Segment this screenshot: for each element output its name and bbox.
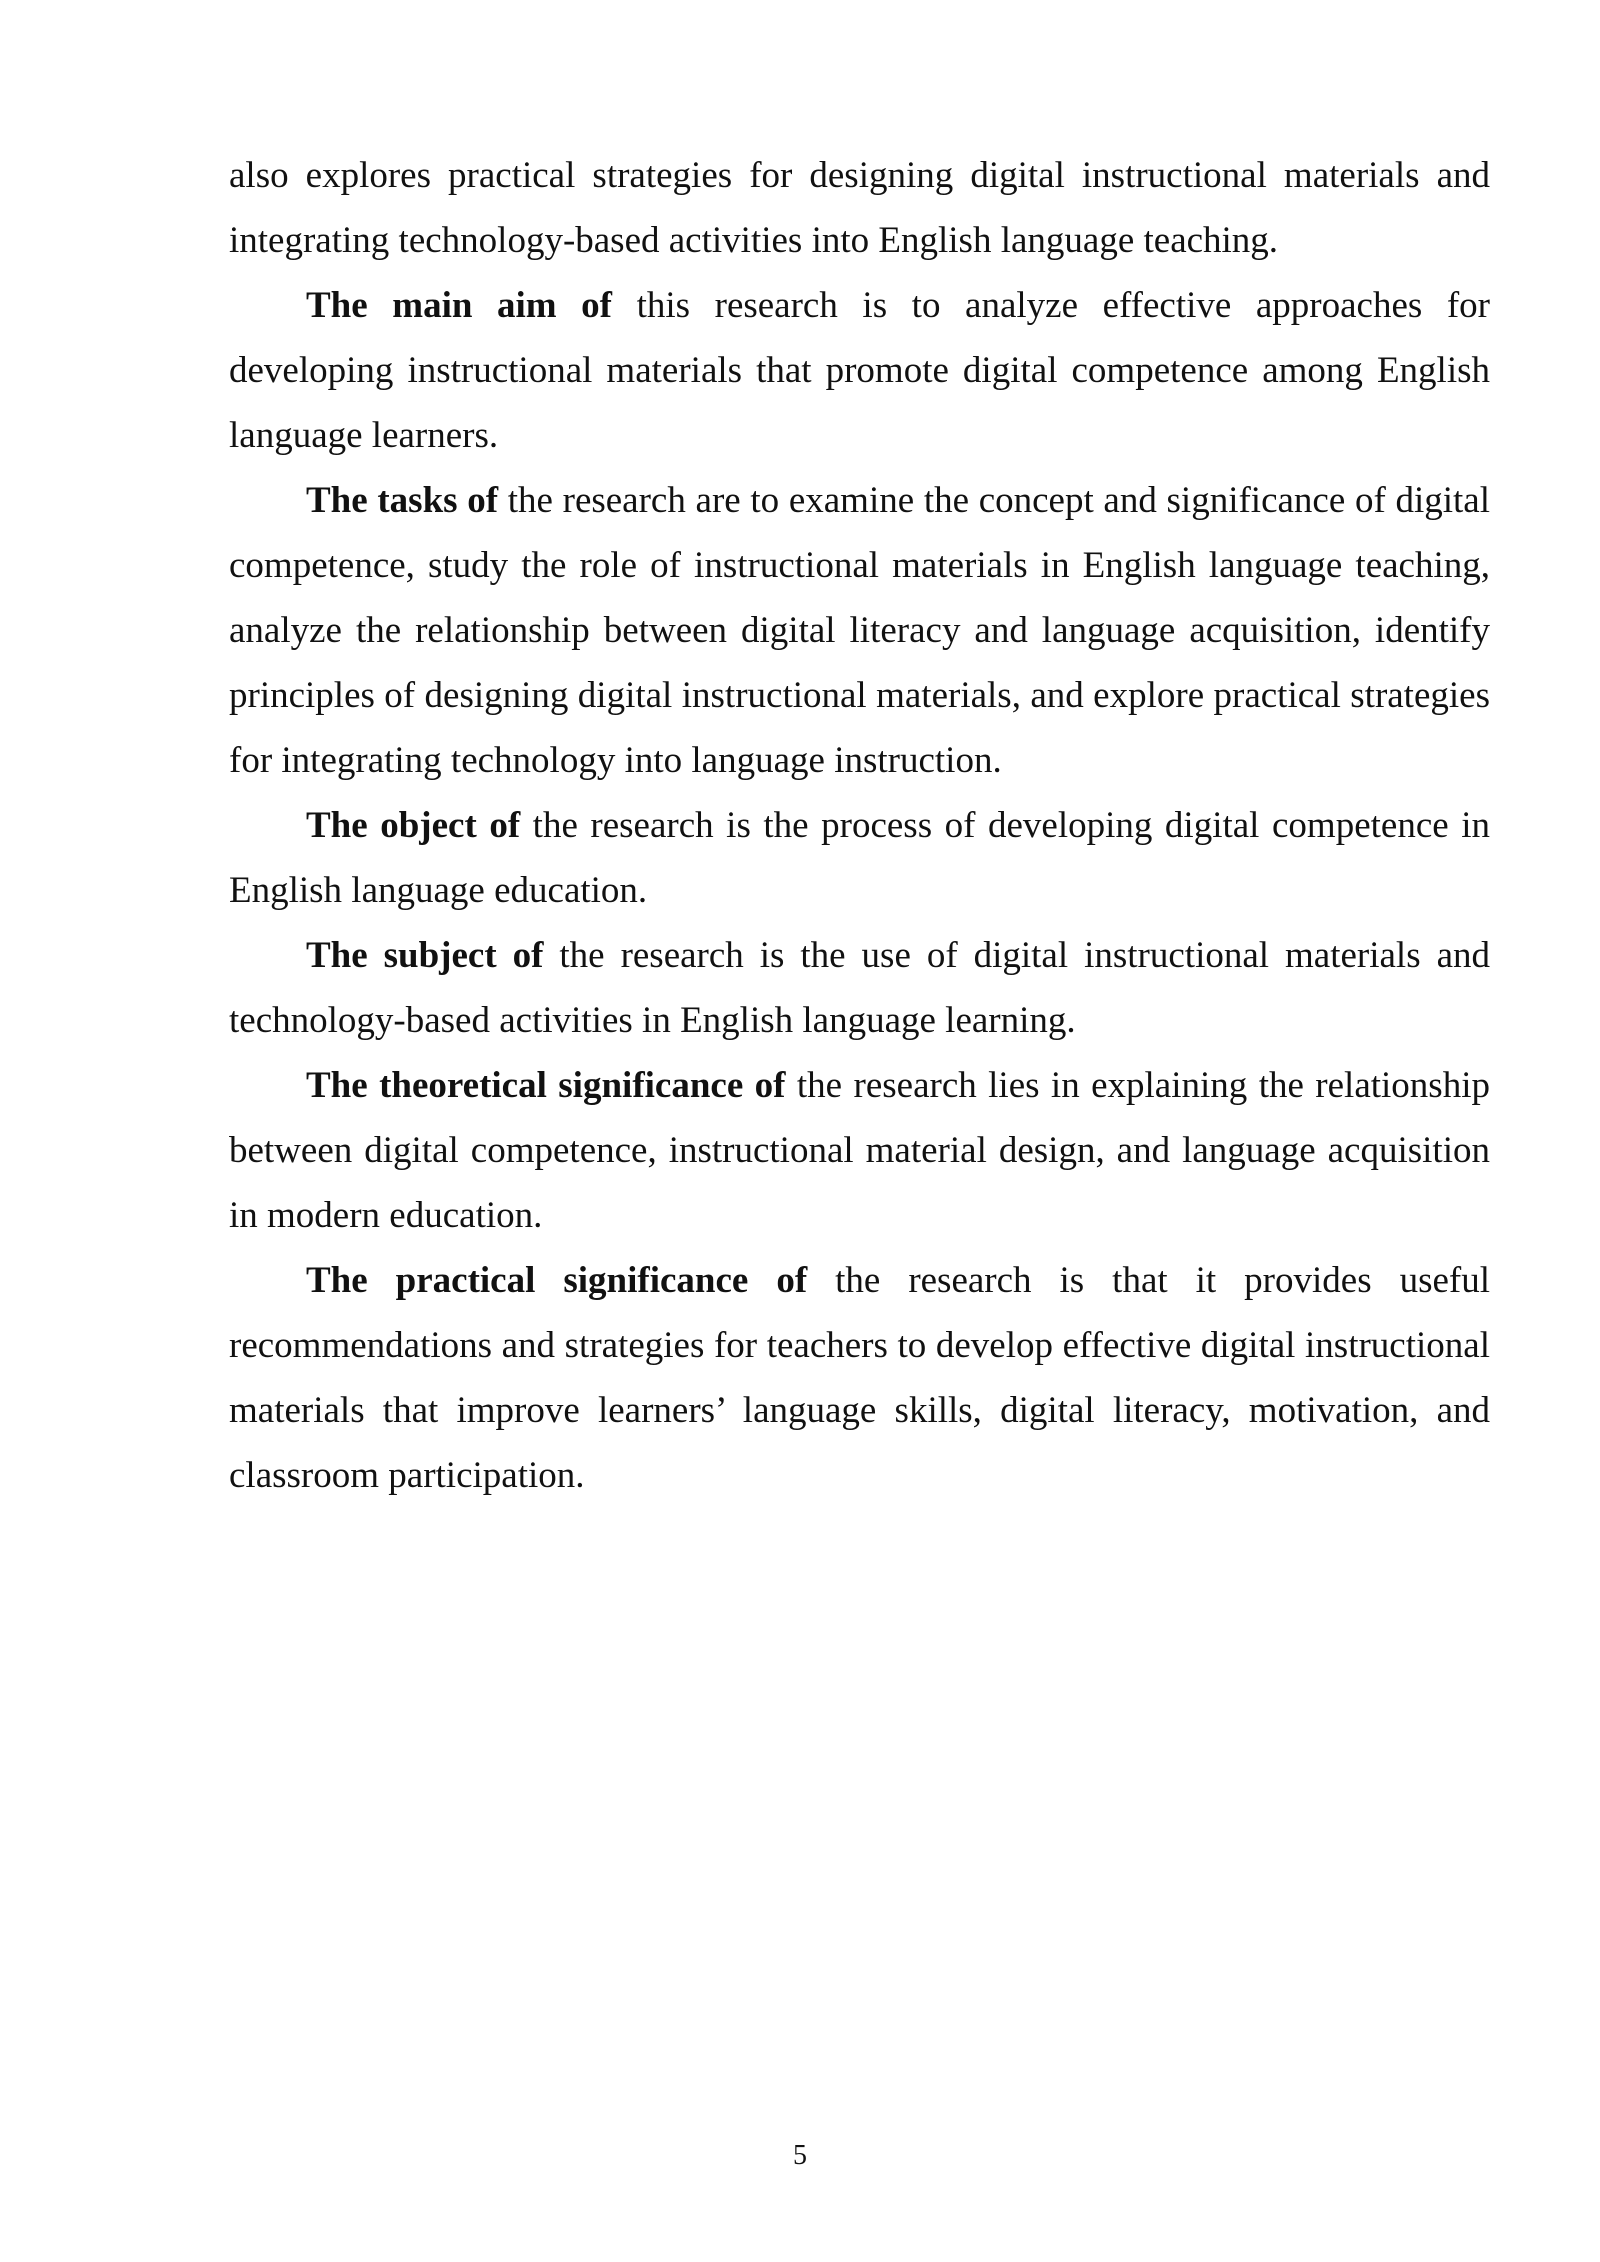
paragraph-tasks <box>229 468 1490 793</box>
paragraph-lead: The theoretical significance of <box>306 1065 786 1106</box>
paragraph-subject <box>229 923 1490 1053</box>
paragraph-text: the research lies in explaining the relationship between digital competence, instructional material design, and language acquisition in modern education. <box>229 1065 1490 1236</box>
paragraph-lead: The subject of <box>306 935 544 976</box>
paragraph-lead: The tasks of <box>306 480 499 521</box>
paragraph-object <box>229 793 1490 923</box>
paragraph-lead: The main aim of <box>306 285 613 326</box>
page-number: 5 <box>793 2140 807 2171</box>
paragraph-lead: The object of <box>306 805 521 846</box>
paragraph-text: also explores practical strategies for designing digital instructional materials and integrating technology-based activities into English language teaching. <box>229 155 1490 261</box>
paragraph-continuation <box>229 143 1490 273</box>
paragraph-practical-significance <box>229 1248 1490 1508</box>
paragraph-text: this research is to analyze effective approaches for developing instructional materials that promote digital competence among English language learners. <box>229 285 1490 456</box>
paragraph-main-aim <box>229 273 1490 468</box>
paragraph-text: the research is the use of digital instructional materials and technology-based activities in English language learning. <box>229 935 1490 1041</box>
paragraph-text: the research is that it provides useful recommendations and strategies for teachers to develop effective digital instructional materials that improve learners’ language skills, digital literacy, motivation, and classroom participation. <box>229 1260 1491 1496</box>
paragraph-text: the research is the process of developing digital competence in English language education. <box>229 805 1490 911</box>
paragraph-text: the research are to examine the concept and significance of digital competence, study the role of instructional materials in English language teaching, analyze the relationship between digital literacy and language acquisition, identify principles of designing digital instructional materials, and explore practical strategies for integrating technology into language instruction. <box>229 480 1490 781</box>
paragraph-lead: The practical significance of <box>306 1260 808 1301</box>
body-text <box>229 143 1490 1508</box>
paragraph-theoretical-significance <box>229 1053 1490 1248</box>
